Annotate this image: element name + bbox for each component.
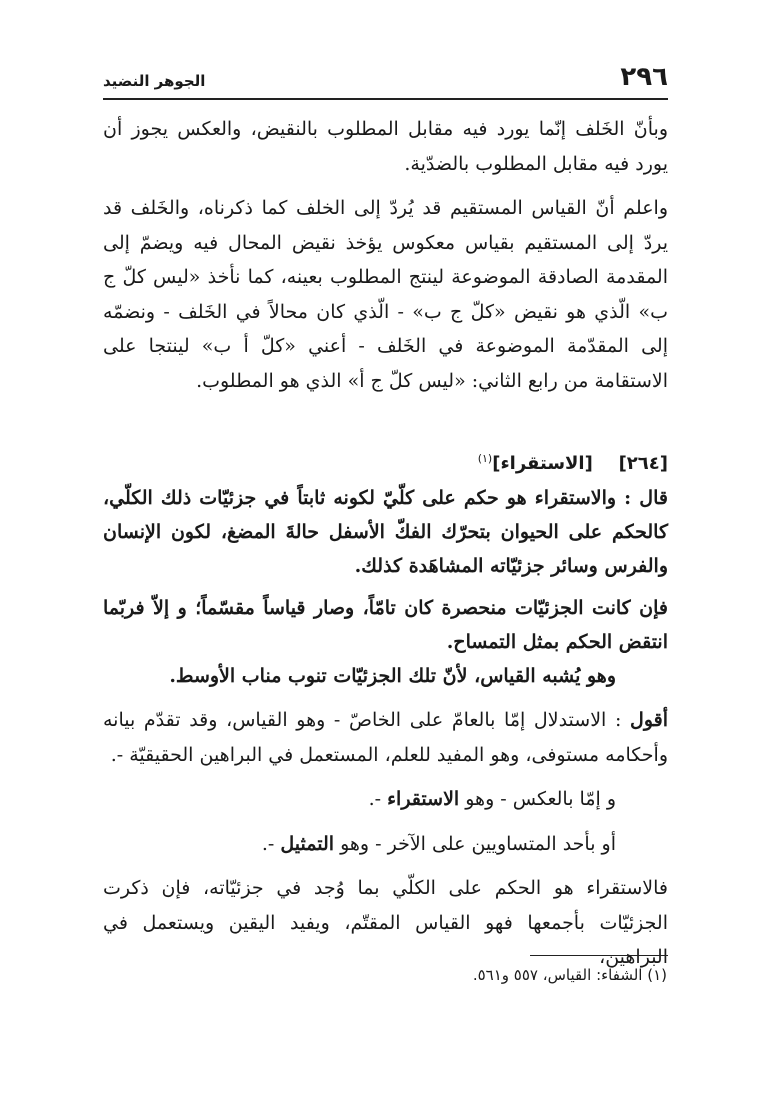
sharh-text: -. (261, 832, 275, 855)
sharh-text: و إمّا بالعكس - وهو (465, 788, 616, 810)
section-heading (103, 442, 668, 481)
sharh-text: : الاستدلال إمّا بالعامّ على الخاصّ - وهو القياس، وقد تقدّم بيانه وأحكامه مستوفى، وهو المفيد للعلم، المستعمل في البراهين الحقيقيّة -. (103, 709, 668, 766)
matn-lead-word: قال (639, 487, 668, 509)
term-istiqra: الاستقراء (387, 788, 460, 810)
matn-text: : والاستقراء هو حكم على كلّيّ لكونه ثابتاً في جزئيّات ذلك الكلّي، كالحكم على الحيوان بتحرّك الفكّ الأسفل حالةَ المضغ، لكون الإنسان والفرس وسائر جزئيّاته المشاهَدة كذلك. (103, 487, 668, 577)
footnote: (١) الشفاء: القياس، ٥٥٧ و٥٦١. (472, 966, 667, 984)
term-tamthil: التمثيل (280, 832, 335, 855)
page-header (103, 62, 668, 100)
matn-paragraph: فإن كانت الجزئيّات منحصرة كان تامّاً، وصار قياساً مقسّماً؛ و إلاّ فربّما انتقض الحكم بمثل التمساح. (103, 597, 668, 653)
matn-paragraph (103, 481, 668, 583)
matn-paragraph: وهو يُشبه القياس، لأنّ تلك الجزئيّات تنوب مناب الأوسط. (169, 665, 616, 687)
sharh-lead-word: أقول (630, 709, 669, 731)
paragraph: وبأنّ الخَلف إنّما يورد فيه مقابل المطلوب بالنقيض، والعكس يجوز أن يورد فيه مقابل المطلوب بالضدّية. (103, 118, 668, 175)
sharh-paragraph (103, 703, 668, 772)
sharh-paragraph (103, 782, 668, 817)
sharh-paragraph: فالاستقراء هو الحكم على الكلّي بما وُجد في جزئيّاته، فإن ذكرت الجزئيّات بأجمعها فهو القياس المقتّم، ويفيد اليقين ويستعمل في البراهين، (103, 877, 668, 968)
section-title: [الاستقراء] (492, 453, 593, 474)
sharh-text: أو بأحد المتساويين على الآخر - وهو (340, 832, 616, 855)
footnote-reference: (١) (477, 452, 493, 465)
paragraph: واعلم أنّ القياس المستقيم قد يُردّ إلى الخلف كما ذكرناه، والخَلف قد يردّ إلى المستقيم بقياس معكوس يؤخذ نقيض المحال فيه ويضمّ إلى المقدمة الصادقة الموضوعة لينتج المطلوب بعينه، كما نأخذ «ليس كلّ ج ب» الّذي هو نقيض «كلّ ج ب» - الّذي كان محالاً في الخَلف - ونضمّه إلى المقدّمة الموضوعة في الخَلف - أعني «كلّ أ ب» لينتجا على الاستقامة من رابع الثاني: «ليس كلّ ج أ» الذي هو المطلوب. (103, 197, 668, 392)
footnote-divider (530, 955, 668, 956)
sharh-text: -. (368, 788, 382, 810)
running-head: الجوهر النضيد (103, 72, 206, 90)
sharh-paragraph (103, 827, 668, 862)
section-number: [٢٦٤] (618, 453, 668, 474)
page-body (103, 112, 668, 975)
page-number: ٢٩٦ (620, 62, 668, 92)
